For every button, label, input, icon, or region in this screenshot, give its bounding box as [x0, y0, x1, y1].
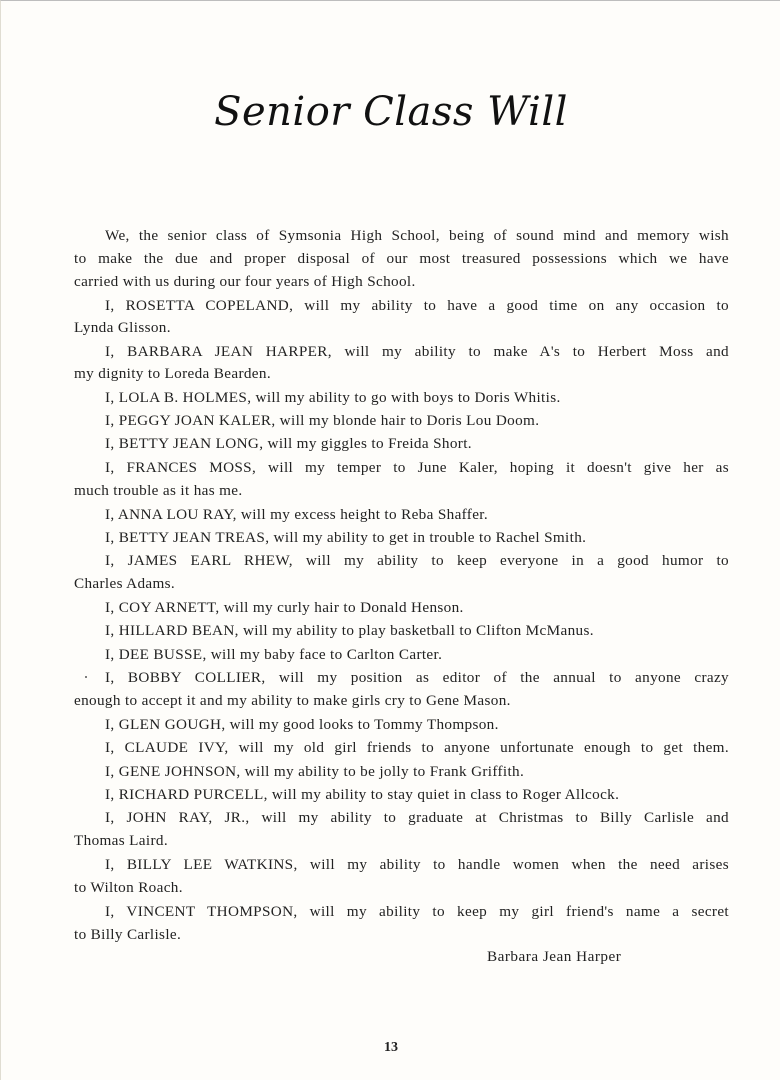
will-line: to Billy Carlisle. [74, 926, 182, 943]
will-line: I, BOBBY COLLIER, will my position as editor of the annual to anyone crazy [105, 669, 729, 686]
will-line: I, HILLARD BEAN, will my ability to play basketball to Clifton McManus. [105, 622, 594, 639]
intro-line: carried with us during our four years of High School. [74, 273, 416, 290]
intro-line: to make the due and proper disposal of our most treasured possessions which we have [74, 250, 729, 267]
will-line: I, BETTY JEAN TREAS, will my ability to get in trouble to Rachel Smith. [105, 529, 587, 546]
speck-mark [85, 676, 87, 678]
will-line: I, BARBARA JEAN HARPER, will my ability to make A's to Herbert Moss and [105, 343, 729, 360]
will-line: I, DEE BUSSE, will my baby face to Carlton Carter. [105, 646, 443, 663]
will-line: much trouble as it has me. [74, 482, 243, 499]
will-line: Lynda Glisson. [74, 319, 171, 336]
will-line: to Wilton Roach. [74, 879, 183, 896]
will-line: I, VINCENT THOMPSON, will my ability to keep my girl friend's name a secret [105, 903, 729, 920]
will-line: enough to accept it and my ability to make girls cry to Gene Mason. [74, 692, 511, 709]
will-line: Thomas Laird. [74, 832, 168, 849]
will-line: my dignity to Loreda Bearden. [74, 365, 271, 382]
signature: Barbara Jean Harper [487, 948, 622, 965]
page-number: 13 [384, 1040, 398, 1055]
will-line: I, RICHARD PURCELL, will my ability to stay quiet in class to Roger Allcock. [105, 786, 620, 803]
will-line: I, GENE JOHNSON, will my ability to be jolly to Frank Griffith. [105, 763, 525, 780]
intro-line: We, the senior class of Symsonia High School, being of sound mind and memory wish [105, 227, 729, 244]
will-line: I, COY ARNETT, will my curly hair to Donald Henson. [105, 599, 464, 616]
will-line: I, BILLY LEE WATKINS, will my ability to handle women when the need arises [105, 856, 729, 873]
will-line: I, JAMES EARL RHEW, will my ability to keep everyone in a good humor to [105, 552, 729, 569]
will-line: I, JOHN RAY, JR., will my ability to graduate at Christmas to Billy Carlisle and [105, 809, 729, 826]
will-line: I, BETTY JEAN LONG, will my giggles to Freida Short. [105, 435, 472, 452]
will-line: I, LOLA B. HOLMES, will my ability to go with boys to Doris Whitis. [105, 389, 561, 406]
will-line: I, FRANCES MOSS, will my temper to June Kaler, hoping it doesn't give her as [105, 459, 729, 476]
will-line: I, GLEN GOUGH, will my good looks to Tommy Thompson. [105, 716, 499, 733]
will-line: Charles Adams. [74, 575, 176, 592]
will-line: I, PEGGY JOAN KALER, will my blonde hair to Doris Lou Doom. [105, 412, 540, 429]
will-line: I, ROSETTA COPELAND, will my ability to have a good time on any occasion to [105, 297, 729, 314]
will-line: I, ANNA LOU RAY, will my excess height to Reba Shaffer. [105, 506, 489, 523]
page-title: Senior Class Will [214, 89, 568, 135]
will-line: I, CLAUDE IVY, will my old girl friends to anyone unfortunate enough to get them. [105, 739, 729, 756]
